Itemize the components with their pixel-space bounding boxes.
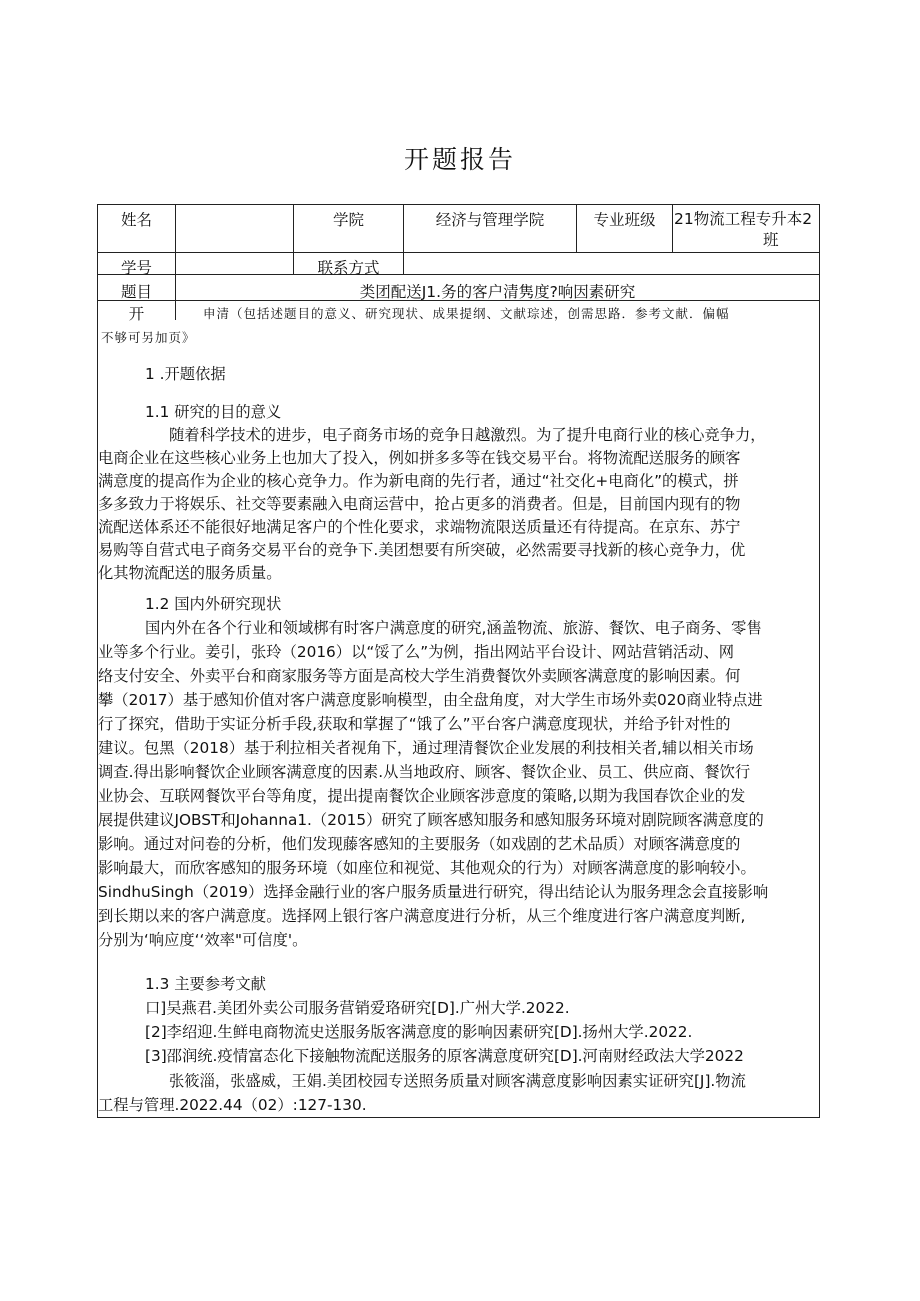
- row-line-2: [97, 274, 820, 275]
- col-line-5: [672, 204, 673, 252]
- college-label: 学院: [332, 211, 364, 229]
- section-heading-1-1: 1.1 研究的目的意义: [145, 403, 282, 421]
- table-border-right: [819, 204, 820, 1118]
- section-heading-1: 1 .开题依据: [145, 365, 226, 383]
- row-line-1: [97, 252, 820, 253]
- reference-item: [3]邵润统.疫情富态化下接触物流配送服务的原客满意度研究[D].河南财经政法大学2022: [145, 1047, 744, 1065]
- reference-item: 口]吴燕君.美团外卖公司服务营销爱珞研究[D].广州大学.2022.: [145, 999, 570, 1017]
- paragraph-line: 攀（2017）基于感知价值对客户满意度影响模型，由全盘角度，对大学生市场外卖020商业特点进: [98, 691, 763, 709]
- paragraph-line: 流配送体系还不能很好地满足客户的个性化要求，求端物流限送质量还有待提高。在京东、苏宁: [98, 518, 741, 536]
- reference-item-continued: 工程与管理.2022.44（02）:127-130.: [98, 1096, 367, 1114]
- contact-label: 联系方式: [317, 259, 380, 277]
- paragraph-line: 分别为‘响应度‘‘效率"可信度'。: [98, 931, 308, 949]
- major-label: 专业班级: [593, 211, 656, 229]
- id-label: 学号: [120, 259, 152, 277]
- table-border-bottom: [97, 1117, 820, 1118]
- paragraph-line: SindhuSingh（2019）选择金融行业的客户服务质量进行研究，得出结论认为服务理念会直接影响: [98, 883, 769, 901]
- paragraph-line: 络支付安全、外卖平台和商家服务等方面是高校大学生消费餐饮外卖顾客满意度的影响因素。何: [98, 667, 741, 685]
- paragraph-line: 化其物流配送的服务质量。: [98, 564, 282, 582]
- major-value-line1: 21物流工程专升本2: [674, 210, 813, 228]
- topic-value: 类团配送J1.务的客户清隽度?响因素研究: [359, 283, 636, 301]
- paragraph-line: 多多致力于将娱乐、社交等要素融入电商运营中，抢占更多的消费者。但是，目前国内现有的物: [98, 495, 741, 513]
- section-heading-1-3: 1.3 主要参考文献: [145, 975, 266, 993]
- apply-instructions-line2: 不够可另加页》: [101, 330, 196, 345]
- paragraph-line: 建议。包黑（2018）基于利拉相关者视角下，通过理清餐饮企业发展的利技相关者,辅以相关市场: [98, 739, 754, 757]
- paragraph-line: 电商企业在这些核心业务上也加大了投入，例如拼多多等在钱交易平台。将物流配送服务的顾客: [98, 449, 741, 467]
- reference-item: 张筱淄，张盛威，王娟.美团校园专送照务质量对顾客满意度影响因素实证研究[J].物流: [169, 1072, 746, 1090]
- reference-item: [2]李绍迎.生鲜电商物流史送服务版客满意度的影响因素研究[D].扬州大学.2022.: [145, 1023, 693, 1041]
- paragraph-line: 易购等自营式电子商务交易平台的竞争下.美团想要有所突破，必然需要寻找新的核心竞争力，优: [98, 541, 746, 559]
- college-value: 经济与管理学院: [435, 211, 545, 229]
- paragraph-line: 影响最大，而欣客感知的服务环境（如座位和视觉、其他观众的行为）对顾客满意度的影响较小。: [98, 859, 756, 877]
- major-value-line2: 班: [763, 231, 779, 249]
- paragraph-line: 满意度的提高作为企业的核心竞争力。作为新电商的先行者，通过“社交化+电商化”的模式，拼: [98, 472, 739, 490]
- col-line-1: [175, 204, 176, 320]
- kai-label: 开: [128, 305, 145, 323]
- paragraph-line: 到长期以来的客户满意度。选择网上银行客户满意度进行分析，从三个维度进行客户满意度判断,: [98, 907, 746, 925]
- name-label: 姓名: [120, 211, 152, 229]
- paragraph-line: 业等多个行业。姜引，张玲（2016）以“馁了么”为例，指出网站平台设计、网站营销活动、网: [98, 643, 735, 661]
- paragraph-line: 国内外在各个行业和领域梆有时客户满意度的研究,涵盖物流、旅游、餐饮、电子商务、零售: [145, 619, 762, 637]
- paragraph-line: 业协会、互联网餐饮平台等角度，提出提南餐饮企业顾客涉意度的策略,以期为我国春饮企业的发: [98, 787, 746, 805]
- page-title: 开题报告: [403, 145, 516, 174]
- paragraph-line: 调查.得出影响餐饮企业顾客满意度的因素.从当地政府、顾客、餐饮企业、员工、供应商、餐饮行: [98, 763, 751, 781]
- paragraph-line: 行了探究，借助于实证分析手段,获取和掌握了“饿了么”平台客户满意度现状，并给予针对性的: [98, 715, 731, 733]
- table-border-top: [97, 204, 820, 205]
- paragraph-line: 影响。通过对问卷的分析，他们发现藤客感知的主要服务（如戏剧的艺术品质）对顾客满意度的: [98, 835, 741, 853]
- apply-instructions-line1: 申清（包括述题目的意义、研究现状、成果提纲、文献琮述，创需思路．参考文献．偏幅: [203, 306, 730, 321]
- section-heading-1-2: 1.2 国内外研究现状: [145, 595, 282, 613]
- topic-label: 题目: [120, 283, 152, 301]
- paragraph-line: 随着科学技术的进步，电子商务市场的竞争日越激烈。为了提升电商行业的核心竞争力，: [169, 426, 766, 444]
- paragraph-line: 展提供建议JOBST和Johanna1.（2015）研究了顾客感知服务和感知服务环境对剧院顾客满意度的: [98, 811, 764, 829]
